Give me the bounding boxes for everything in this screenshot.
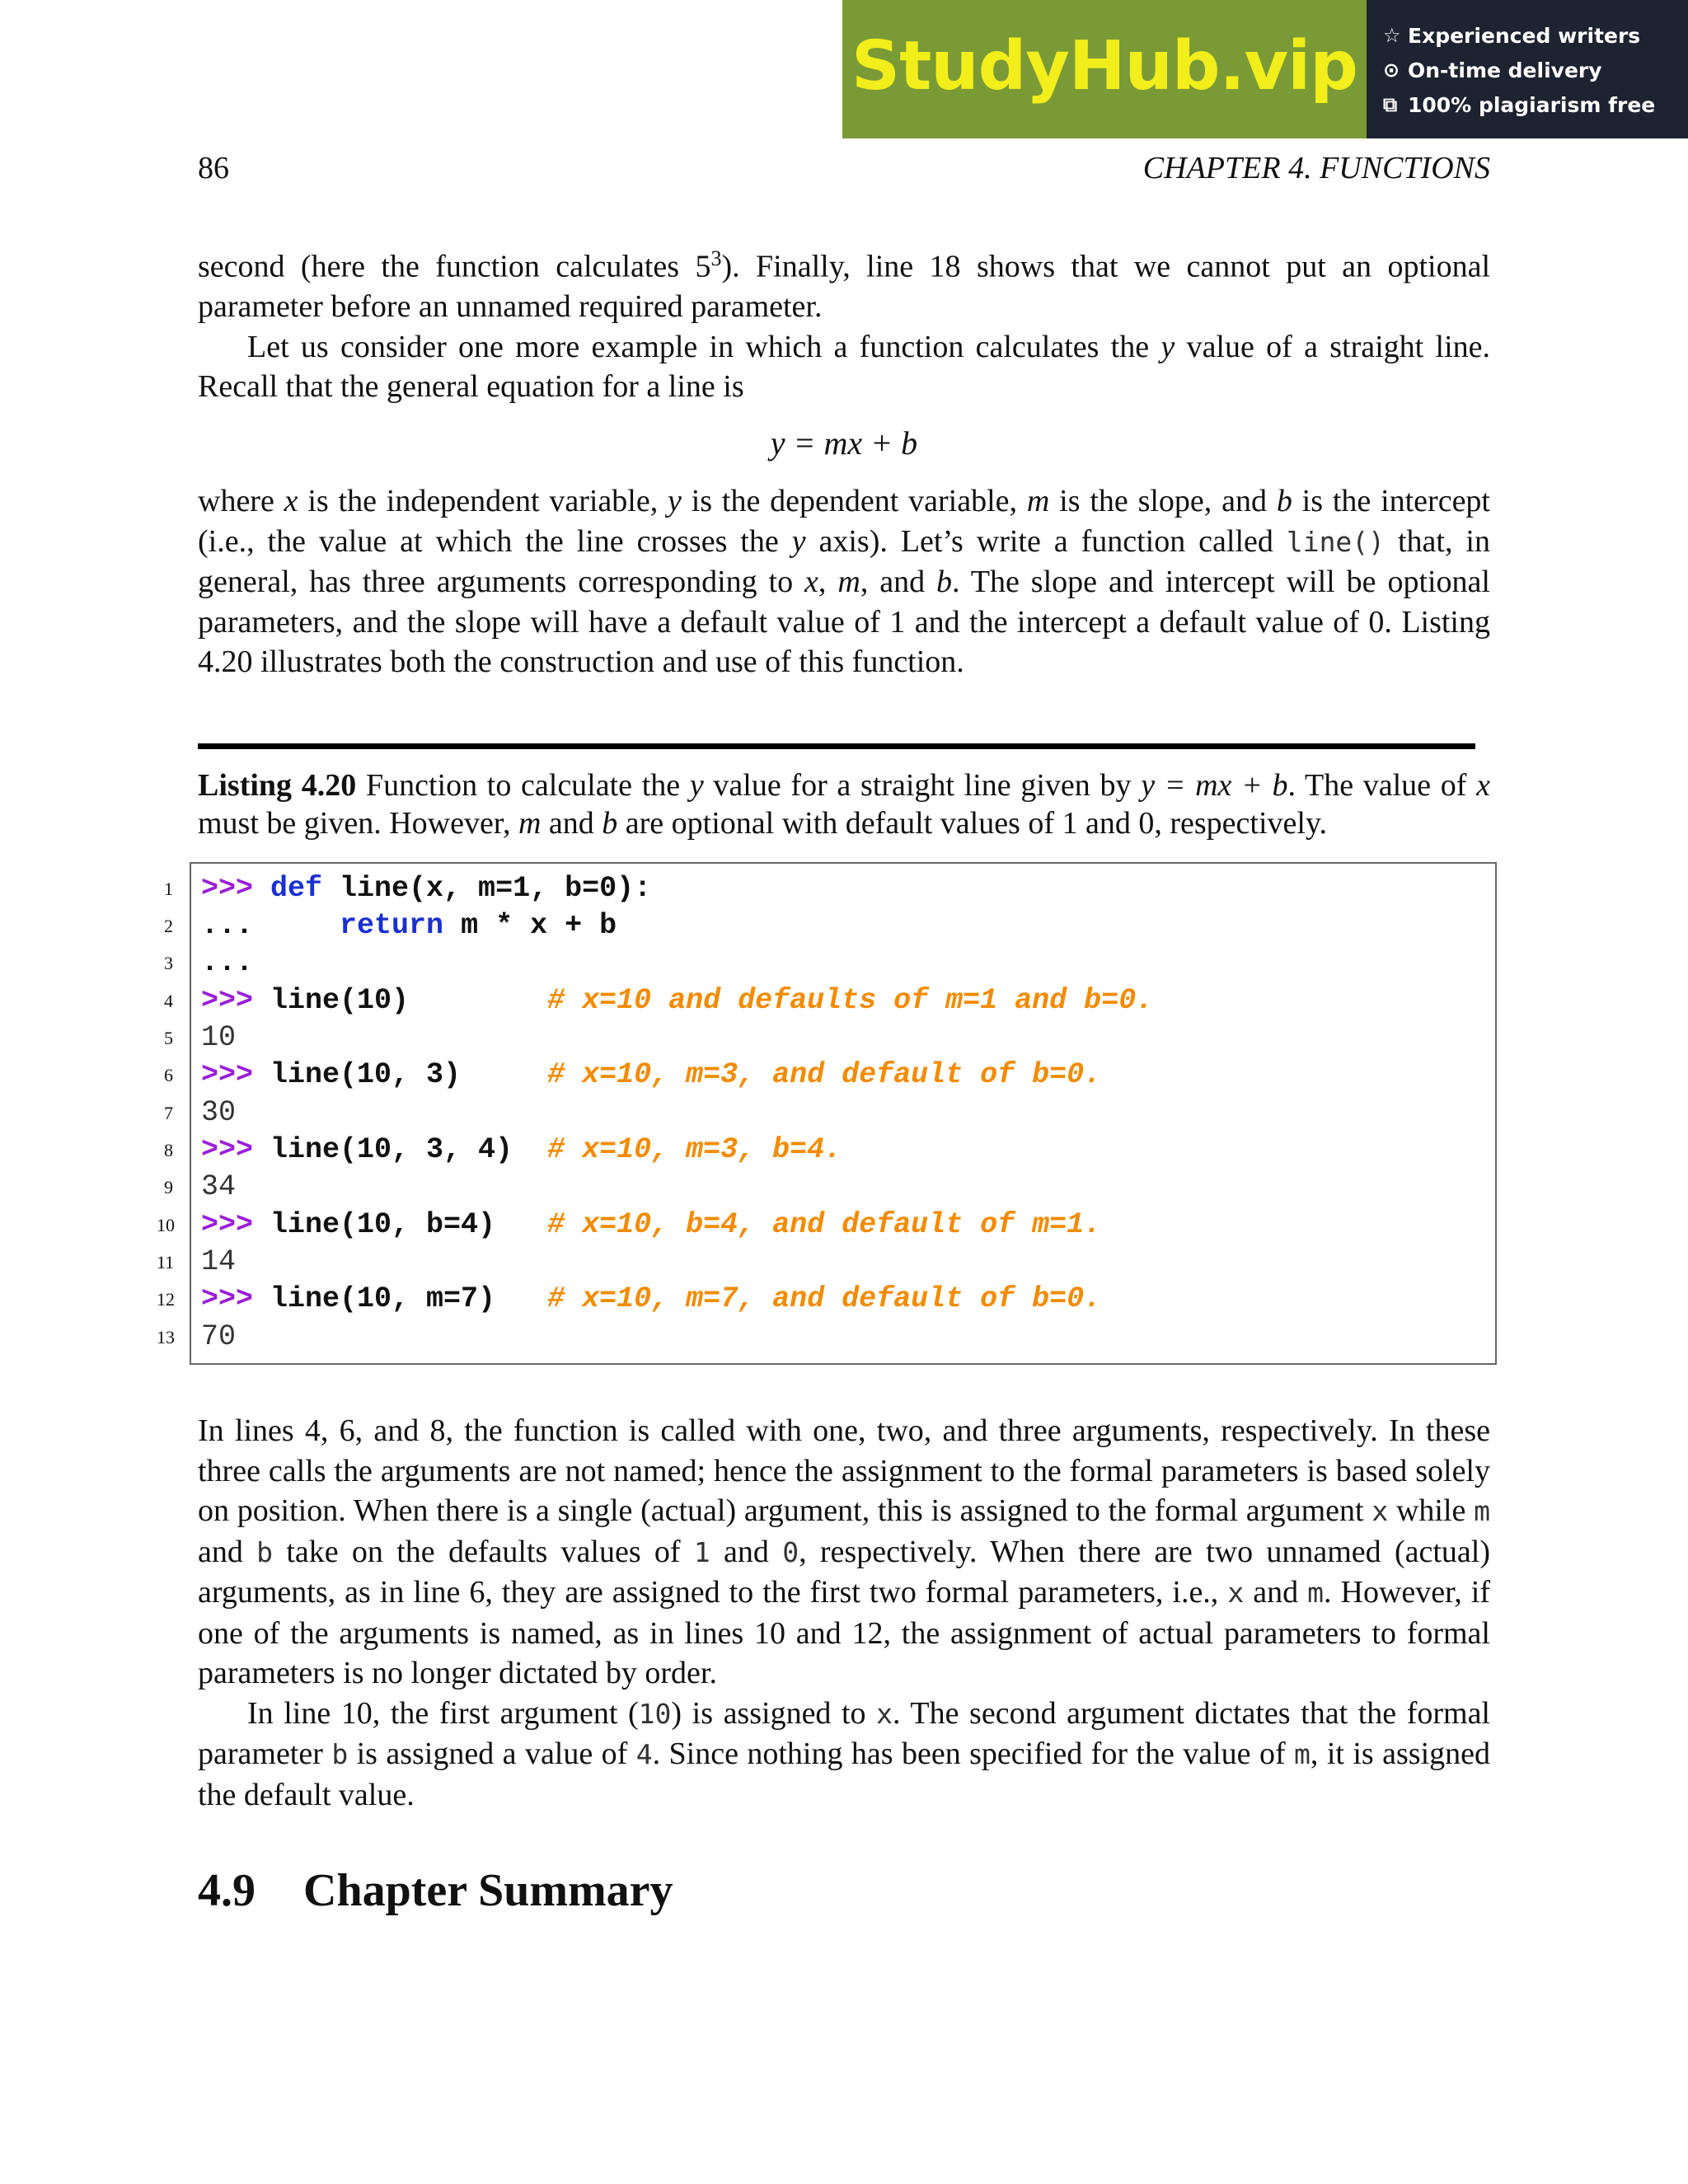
listing-caption: Listing 4.20 Function to calculate the y value for a straight line given by y = mx + b. The value of x must be given. However, m and b are optional with default values of 1 and 0, respectively. xyxy=(198,768,1490,841)
banner-logo-area xyxy=(842,0,1367,138)
banner-feature xyxy=(1383,87,1688,122)
body-text-bottom xyxy=(198,1411,1490,1815)
code-output: 14 xyxy=(201,1245,237,1278)
banner-feature xyxy=(1383,18,1688,53)
paragraph: In lines 4, 6, and 8, the function is called with one, two, and three arguments, respectively. In these three calls the arguments are not named; hence the assignment to the formal parameters is based solely on position. When there is a single (actual) argument, this is assigned to the formal argument x while m and b take on the defaults values of 1 and 0, respectively. When there are two unnamed (actual) arguments, as in line 6, they are assigned to the first two formal parameters, i.e., x and m. However, if one of the arguments is named, as in lines 10 and 12, the assignment of actual parameters to formal parameters is no longer dictated by order. xyxy=(198,1413,1490,1690)
clock-icon: ⊙ xyxy=(1383,59,1400,82)
star-icon: ☆ xyxy=(1383,24,1401,47)
code-output: 30 xyxy=(201,1096,237,1129)
code-line: >>> line(10, m=7) # x=10, m=7, and default of b=0. xyxy=(201,1282,1102,1315)
code-output: 70 xyxy=(201,1320,237,1353)
running-header xyxy=(198,150,1490,191)
ad-banner[interactable] xyxy=(842,0,1688,138)
paragraph: where x is the independent variable, y is the dependent variable, m is the slope, and b is the intercept (i.e., the value at which the line crosses the y axis). Let’s write a function called line() that, in general, has three arguments corresponding to x, m, and b. The slope and intercept will be optional parameters, and the slope will have a default value of 1 and the intercept a default value of 0. Listing 4.20 illustrates both the construction and use of this function. xyxy=(198,484,1490,680)
line-number: 3 xyxy=(164,953,173,973)
listing-rule xyxy=(198,743,1475,749)
code-output: 10 xyxy=(201,1021,237,1054)
code-line: >>> line(10, b=4) # x=10, b=4, and default of m=1. xyxy=(201,1208,1102,1241)
line-number: 5 xyxy=(164,1028,173,1048)
code-line: >>> line(10) # x=10 and defaults of m=1 and b=0. xyxy=(201,984,1154,1017)
section-title: Chapter Summary xyxy=(303,1865,673,1916)
banner-logo: StudyHub.vip xyxy=(851,26,1357,105)
page-number: 86 xyxy=(198,151,229,185)
line-number: 4 xyxy=(164,991,173,1011)
code-line: >>> line(10, 3) # x=10, m=3, and default of b=0. xyxy=(201,1058,1102,1091)
banner-feature-text: Experienced writers xyxy=(1408,23,1641,48)
code-line: >>> def line(x, m=1, b=0): xyxy=(201,872,652,905)
line-equation: y = mx + b xyxy=(770,424,918,462)
section-number: 4.9 xyxy=(198,1865,256,1916)
line-number: 10 xyxy=(157,1215,175,1235)
line-number: 1 xyxy=(164,879,173,899)
section-heading xyxy=(198,1864,673,1917)
body-text-top xyxy=(198,239,1490,682)
code-line: ... return m * x + b xyxy=(201,909,617,942)
code-output: 34 xyxy=(201,1170,237,1203)
code-line: >>> line(10, 3, 4) # x=10, m=3, b=4. xyxy=(201,1133,842,1166)
copy-icon: ⧉ xyxy=(1383,93,1398,116)
code-line: ... xyxy=(201,946,254,979)
line-number: 8 xyxy=(164,1140,173,1160)
paragraph: second (here the function calculates $5^3$). Finally, line 18 shows that we cannot put an optional parameter before an unnamed required parameter. xyxy=(198,246,1491,325)
line-number: 13 xyxy=(157,1327,175,1347)
line-number: 12 xyxy=(157,1289,175,1310)
paragraph: Let us consider one more example in which a function calculates the y value of a straight line. Recall that the general equation for a line is xyxy=(198,329,1490,405)
chapter-title: CHAPTER 4. FUNCTIONS xyxy=(1142,151,1490,185)
listing-label: Listing 4.20 xyxy=(198,768,357,803)
line-number: 2 xyxy=(164,916,173,936)
line-number: 7 xyxy=(164,1103,173,1123)
code-listing xyxy=(190,862,1497,1365)
line-number: 6 xyxy=(164,1065,173,1085)
banner-feature-text: On-time delivery xyxy=(1408,58,1602,82)
banner-feature-text: 100% plagiarism free xyxy=(1408,92,1656,117)
paragraph: In line 10, the first argument (10) is assigned to x. The second argument dictates that the formal parameter b is assigned a value of 4. Since nothing has been specified for the value of m, it is assigned the default value. xyxy=(198,1695,1491,1812)
banner-features xyxy=(1367,0,1688,138)
line-number: 11 xyxy=(157,1252,175,1272)
banner-feature xyxy=(1383,53,1688,87)
line-number: 9 xyxy=(164,1177,173,1197)
